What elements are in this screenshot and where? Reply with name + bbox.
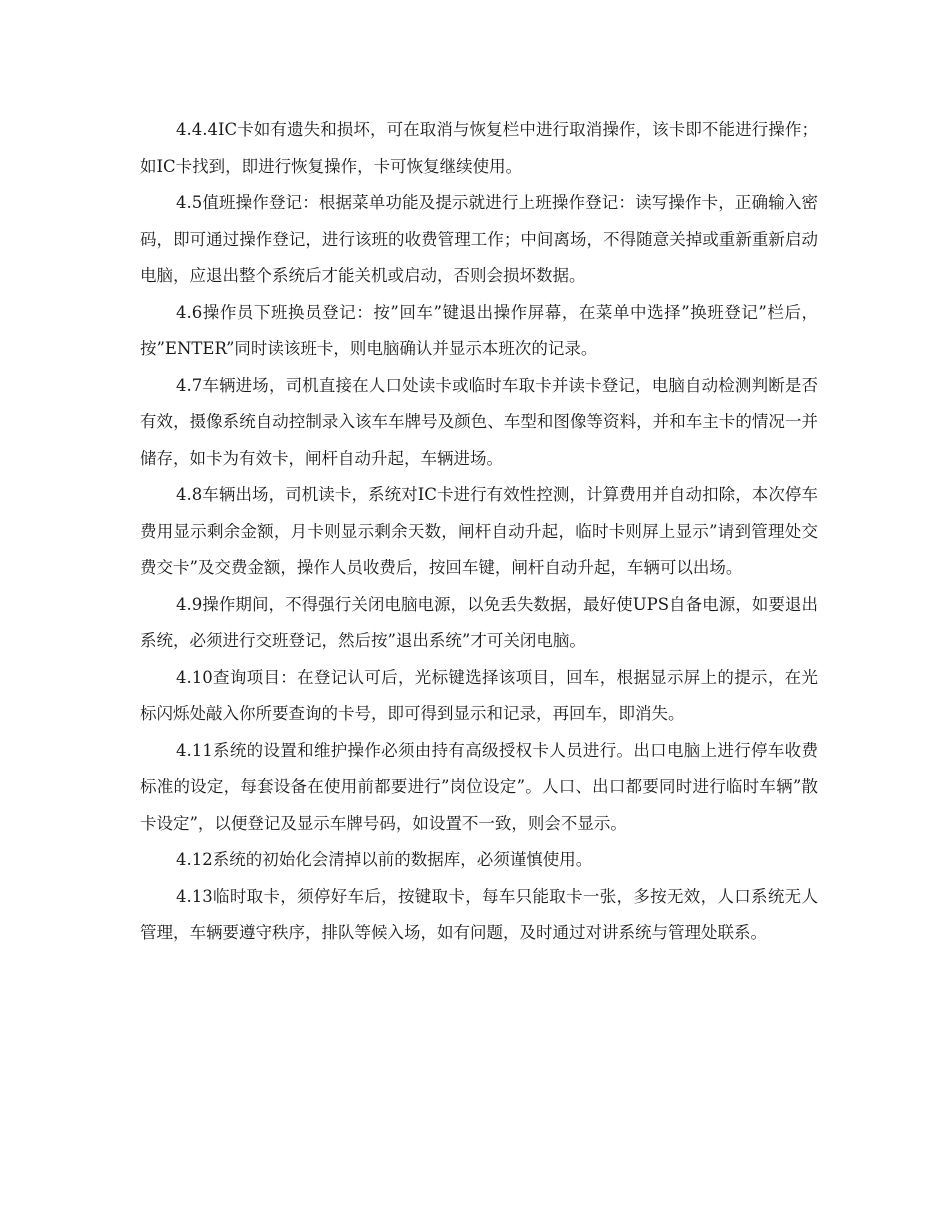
paragraph-4-4-4: 4.4.4IC卡如有遗失和损坏，可在取消与恢复栏中进行取消操作，该卡即不能进行操作；如IC卡找到，即进行恢复操作，卡可恢复继续使用。 xyxy=(140,120,818,176)
paragraph-4-13: 4.13临时取卡，须停好车后，按键取卡，每车只能取卡一张，多按无效，人口系统无人管理，车辆要遵守秩序，排队等候入场，如有问题，及时通过对讲系统与管理处联系。 xyxy=(140,886,818,942)
paragraph-4-8: 4.8车辆出场，司机读卡，系统对IC卡进行有效性控测，计算费用并自动扣除，本次停车费用显示剩余金额，月卡则显示剩余天数，闸杆自动升起，临时卡则屏上显示”请到管理处交费交卡”及交费金额，操作人员收费后，按回车键，闸杆自动升起，车辆可以出场。 xyxy=(140,485,818,577)
document-body xyxy=(140,112,818,952)
paragraph-4-12: 4.12系统的初始化会清掉以前的数据库，必须谨慎使用。 xyxy=(176,850,593,869)
paragraph-4-10: 4.10查询项目：在登记认可后，光标键选择该项目，回车，根据显示屏上的提示，在光标闪烁处敲入你所要查询的卡号，即可得到显示和记录，再回车，即消失。 xyxy=(140,667,818,723)
paragraph-4-5: 4.5值班操作登记：根据菜单功能及提示就进行上班操作登记：读写操作卡，正确输入密码，即可通过操作登记，进行该班的收费管理工作；中间离场，不得随意关掉或重新重新启动电脑，应退出整个系统后才能关机或启动，否则会损坏数据。 xyxy=(140,193,818,285)
paragraph-4-6: 4.6操作员下班换员登记：按”回车”键退出操作屏幕，在菜单中选择”换班登记”栏后，按”ENTER”同时读该班卡，则电脑确认并显示本班次的记录。 xyxy=(140,302,818,358)
paragraph-4-7: 4.7车辆进场，司机直接在人口处读卡或临时车取卡并读卡登记，电脑自动检测判断是否有效，摄像系统自动控制录入该车车牌号及颜色、车型和图像等资料，并和车主卡的情况一并储存，如卡为有效卡，闸杆自动升起，车辆进场。 xyxy=(140,375,818,468)
paragraph-4-9: 4.9操作期间，不得强行关闭电脑电源，以免丢失数据，最好使UPS自备电源，如要退出系统，必须进行交班登记，然后按”退出系统”才可关闭电脑。 xyxy=(140,594,818,650)
paragraph-4-11: 4.11系统的设置和维护操作必须由持有高级授权卡人员进行。出口电脑上进行停车收费标准的设定，每套设备在使用前都要进行”岗位设定”。人口、出口都要同时进行临时车辆”散卡设定”，以便登记及显示车牌号码，如设置不一致，则会不显示。 xyxy=(140,740,818,833)
